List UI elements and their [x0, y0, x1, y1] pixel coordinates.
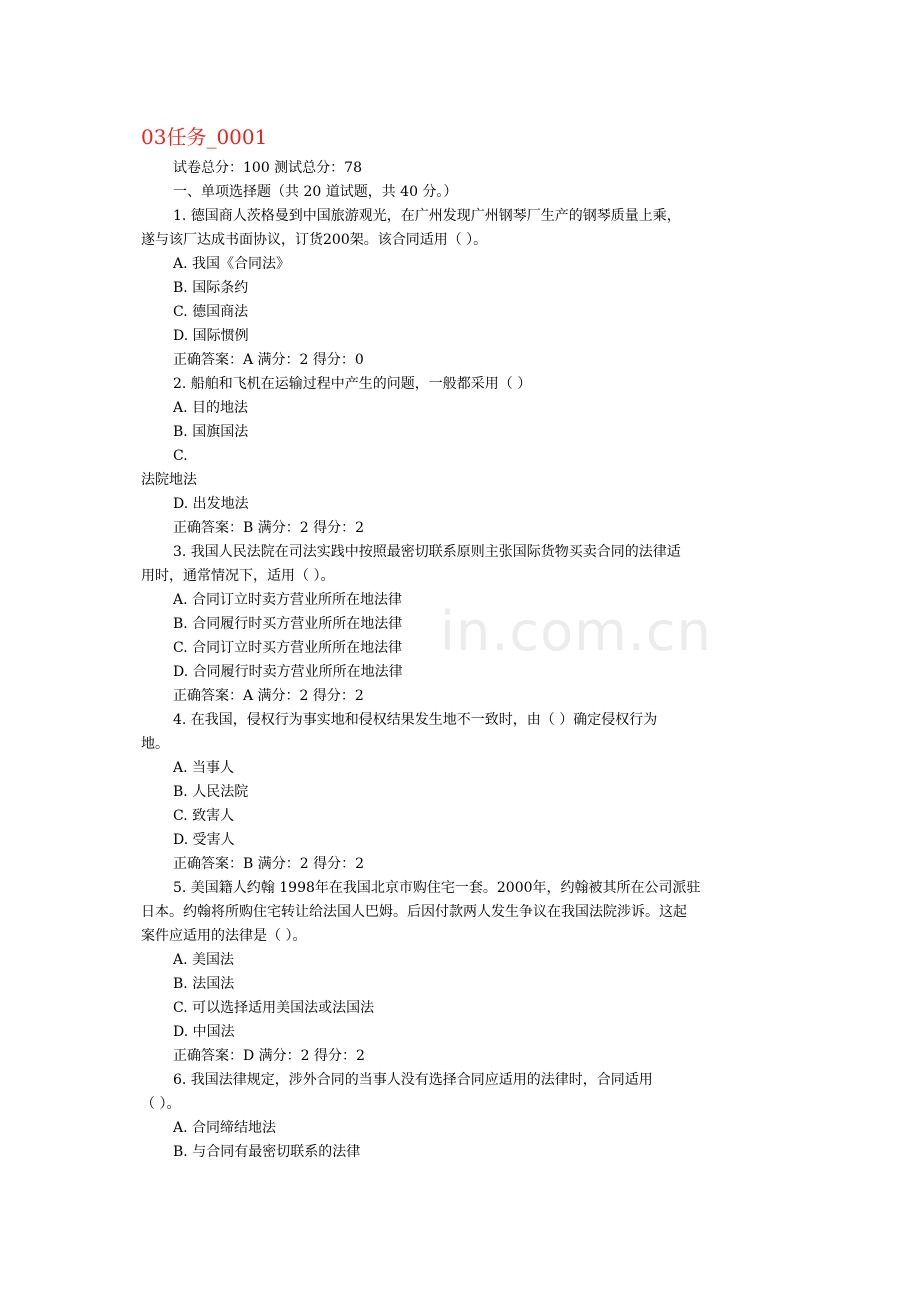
- correct-answer-line: 正确答案：A 满分：2 得分：0: [173, 352, 364, 368]
- question-text-line: 1. 德国商人茨格曼到中国旅游观光，在广州发现广州钢琴厂生产的钢琴质量上乘，: [173, 208, 681, 224]
- answer-option: C. 致害人: [173, 808, 235, 824]
- answer-option: 法院地法: [141, 472, 197, 488]
- correct-answer-line: 正确答案：B 满分：2 得分：2: [173, 856, 365, 872]
- question-6: [141, 1068, 783, 1164]
- answer-option: B. 人民法院: [173, 784, 249, 800]
- answer-option: B. 与合同有最密切联系的法律: [173, 1144, 361, 1160]
- question-text-line: 3. 我国人民法院在司法实践中按照最密切联系原则主张国际货物买卖合同的法律适: [173, 544, 681, 560]
- answer-option: D. 受害人: [173, 832, 235, 848]
- answer-option: C.: [173, 448, 188, 464]
- answer-option: B. 法国法: [173, 976, 235, 992]
- document-title: 03任务_0001: [141, 125, 268, 149]
- answer-option: A. 美国法: [173, 952, 235, 968]
- question-2: [141, 372, 783, 540]
- answer-option: D. 中国法: [173, 1024, 235, 1040]
- question-text-line: 案件应适用的法律是（ ）。: [141, 928, 307, 944]
- question-text-line: 6. 我国法律规定，涉外合同的当事人没有选择合同应适用的法律时，合同适用: [173, 1072, 653, 1088]
- score-summary: 试卷总分：100 测试总分：78: [173, 160, 362, 176]
- question-text-line: 4. 在我国，侵权行为事实地和侵权结果发生地不一致时，由（ ）确定侵权行为: [173, 712, 658, 728]
- answer-option: B. 合同履行时买方营业所所在地法律: [173, 616, 403, 632]
- question-text-line: 日本。约翰将所购住宅转让给法国人巴姆。后因付款两人发生争议在我国法院涉诉。这起: [141, 904, 687, 920]
- question-5: [141, 876, 783, 1068]
- answer-option: C. 可以选择适用美国法或法国法: [173, 1000, 375, 1016]
- correct-answer-line: 正确答案：D 满分：2 得分：2: [173, 1048, 365, 1064]
- question-text-line: 2. 船舶和飞机在运输过程中产生的问题，一般都采用（ ）: [173, 376, 532, 392]
- answer-option: A. 我国《合同法》: [173, 256, 291, 272]
- question-3: [141, 540, 783, 708]
- question-text-line: 地。: [141, 736, 169, 752]
- question-text-line: （ ）。: [141, 1096, 181, 1112]
- document-page: [141, 122, 783, 1164]
- question-4: [141, 708, 783, 876]
- answer-option: A. 合同订立时卖方营业所所在地法律: [173, 592, 403, 608]
- question-text-line: 用时，通常情况下，适用（ ）。: [141, 568, 335, 584]
- watermark: in.com.cn: [440, 600, 712, 663]
- question-list: [141, 204, 783, 1164]
- question-text-line: 5. 美国籍人约翰 1998年在我国北京市购住宅一套。2000年，约翰被其所在公司派驻: [173, 880, 701, 896]
- answer-option: B. 国际条约: [173, 280, 249, 296]
- answer-option: D. 合同履行时卖方营业所所在地法律: [173, 664, 403, 680]
- answer-option: D. 出发地法: [173, 496, 249, 512]
- answer-option: B. 国旗国法: [173, 424, 249, 440]
- correct-answer-line: 正确答案：B 满分：2 得分：2: [173, 520, 365, 536]
- question-text-line: 遂与该厂达成书面协议，订货200架。该合同适用（ ）。: [141, 232, 488, 248]
- answer-option: C. 合同订立时买方营业所所在地法律: [173, 640, 403, 656]
- section-heading: 一、单项选择题（共 20 道试题，共 40 分。）: [173, 184, 458, 200]
- answer-option: A. 目的地法: [173, 400, 249, 416]
- answer-option: A. 合同缔结地法: [173, 1120, 277, 1136]
- answer-option: A. 当事人: [173, 760, 235, 776]
- question-1: [141, 204, 783, 372]
- answer-option: D. 国际惯例: [173, 328, 249, 344]
- answer-option: C. 德国商法: [173, 304, 249, 320]
- correct-answer-line: 正确答案：A 满分：2 得分：2: [173, 688, 364, 704]
